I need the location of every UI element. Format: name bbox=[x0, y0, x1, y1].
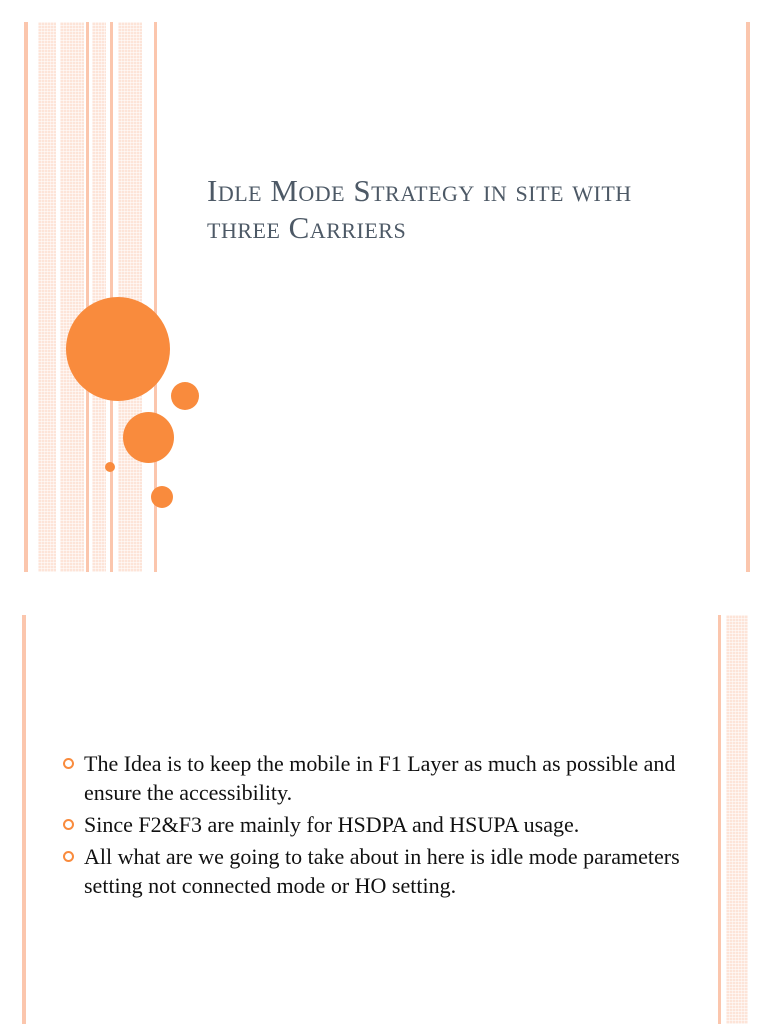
slide-title bbox=[0, 22, 768, 572]
bullet-list bbox=[63, 749, 683, 903]
list-item bbox=[63, 842, 683, 900]
small-circle bbox=[171, 382, 199, 410]
list-item bbox=[63, 810, 683, 839]
stripe bbox=[60, 22, 84, 572]
bullet-text: All what are we going to take about in here is idle mode parameters setting not connected mode or HO setting. bbox=[84, 844, 680, 898]
list-item bbox=[63, 749, 683, 807]
right-stripe-decoration bbox=[746, 22, 750, 572]
large-circle bbox=[66, 297, 170, 401]
left-stripe-decoration bbox=[22, 615, 26, 1024]
small-circle bbox=[151, 486, 173, 508]
tiny-circle bbox=[105, 462, 115, 472]
hollow-circle-bullet-icon bbox=[63, 851, 74, 862]
stripe bbox=[92, 22, 106, 572]
stripe bbox=[24, 22, 28, 572]
stripe bbox=[86, 22, 89, 572]
stripe bbox=[38, 22, 56, 572]
bullet-text: Since F2&F3 are mainly for HSDPA and HSUPA usage. bbox=[84, 812, 580, 837]
stripe bbox=[718, 615, 721, 1024]
slide-title-heading: Idle Mode Strategy in site with three Carriers bbox=[207, 173, 632, 245]
slide-content bbox=[0, 615, 768, 1024]
hollow-circle-bullet-icon bbox=[63, 819, 74, 830]
stripe bbox=[726, 615, 748, 1024]
medium-circle bbox=[123, 412, 174, 463]
bullet-text: The Idea is to keep the mobile in F1 Layer as much as possible and ensure the accessibility. bbox=[84, 751, 676, 805]
hollow-circle-bullet-icon bbox=[63, 758, 74, 769]
